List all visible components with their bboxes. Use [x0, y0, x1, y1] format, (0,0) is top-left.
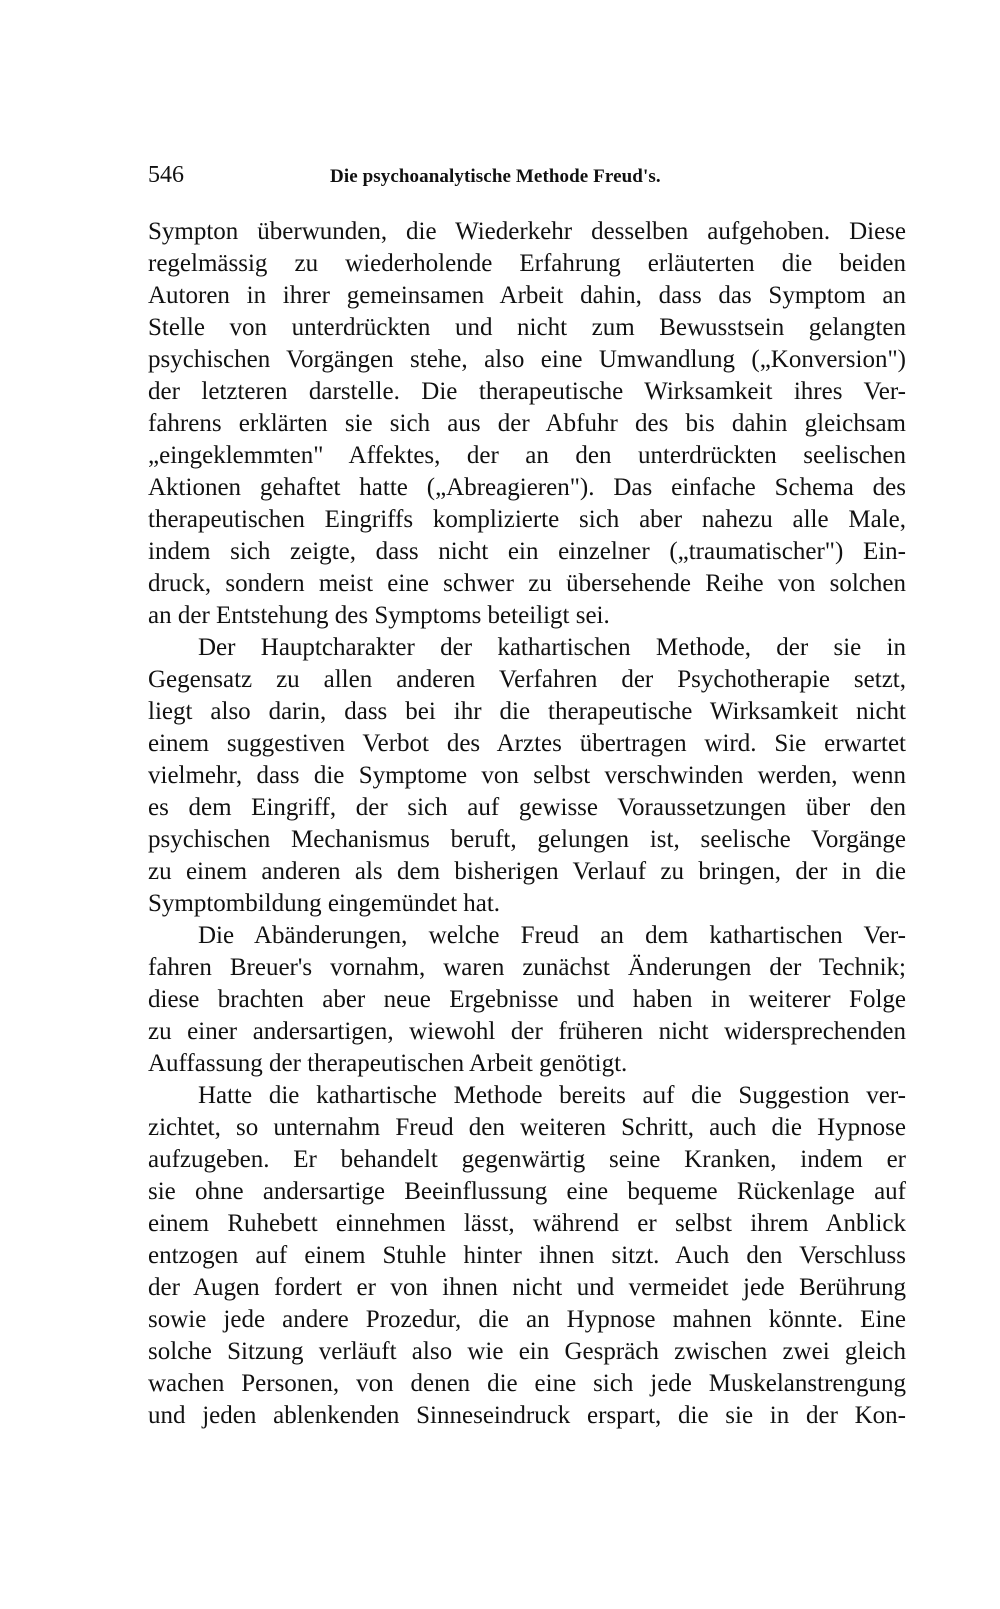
text-line: entzogen auf einem Stuhle hinter ihnen sitzt. Auch den Verschluss	[148, 1242, 906, 1269]
text-line: Sympton überwunden, die Wiederkehr desselben aufgehoben. Diese	[148, 218, 906, 245]
text-line: wachen Personen, von denen die eine sich jede Muskelanstrengung	[148, 1370, 906, 1397]
text-line: Stelle von unterdrückten und nicht zum Bewusstsein gelangten	[148, 314, 906, 341]
text-line: fahren Breuer's vornahm, waren zunächst Änderungen der Technik;	[148, 954, 906, 981]
text-line: aufzugeben. Er behandelt gegenwärtig seine Kranken, indem er	[148, 1146, 906, 1173]
running-title: Die psychoanalytische Methode Freud's.	[330, 166, 661, 187]
page-header	[148, 160, 906, 196]
text-line: regelmässig zu wiederholende Erfahrung erläuterten die beiden	[148, 250, 906, 277]
text-line: Der Hauptcharakter der kathartischen Methode, der sie in	[198, 634, 906, 661]
text-line: Symptombildung eingemündet hat.	[148, 890, 501, 917]
text-line: indem sich zeigte, dass nicht ein einzelner („traumatischer") Ein-	[148, 538, 906, 565]
text-line: „eingeklemmten" Affektes, der an den unterdrückten seelischen	[148, 442, 906, 469]
text-line: sie ohne andersartige Beeinflussung eine bequeme Rückenlage auf	[148, 1178, 906, 1205]
book-page	[148, 160, 906, 1429]
text-line: fahrens erklärten sie sich aus der Abfuhr des bis dahin gleichsam	[148, 410, 906, 437]
page-number: 546	[148, 162, 184, 188]
text-line: Auffassung der therapeutischen Arbeit genötigt.	[148, 1050, 628, 1077]
text-line: druck, sondern meist eine schwer zu übersehende Reihe von solchen	[148, 570, 906, 597]
text-line: einem suggestiven Verbot des Arztes übertragen wird. Sie erwartet	[148, 730, 906, 757]
text-line: diese brachten aber neue Ergebnisse und haben in weiterer Folge	[148, 986, 906, 1013]
text-line: an der Entstehung des Symptoms beteiligt sei.	[148, 602, 610, 629]
text-line: der Augen fordert er von ihnen nicht und vermeidet jede Berührung	[148, 1274, 906, 1301]
text-line: zu einer andersartigen, wiewohl der früheren nicht widersprechenden	[148, 1018, 906, 1045]
text-line: der letzteren darstelle. Die therapeutische Wirksamkeit ihres Ver-	[148, 378, 906, 405]
text-line: und jeden ablenkenden Sinneseindruck erspart, die sie in der Kon-	[148, 1402, 906, 1429]
body-text	[148, 216, 906, 1432]
text-line: Gegensatz zu allen anderen Verfahren der Psychotherapie setzt,	[148, 666, 906, 693]
text-line: solche Sitzung verläuft also wie ein Gespräch zwischen zwei gleich	[148, 1338, 906, 1365]
text-line: therapeutischen Eingriffs komplizierte sich aber nahezu alle Male,	[148, 506, 906, 533]
text-line: psychischen Mechanismus beruft, gelungen ist, seelische Vorgänge	[148, 826, 906, 853]
text-line: zu einem anderen als dem bisherigen Verlauf zu bringen, der in die	[148, 858, 906, 885]
text-line: einem Ruhebett einnehmen lässt, während er selbst ihrem Anblick	[148, 1210, 906, 1237]
text-line: es dem Eingriff, der sich auf gewisse Voraussetzungen über den	[148, 794, 906, 821]
text-line: liegt also darin, dass bei ihr die therapeutische Wirksamkeit nicht	[148, 698, 906, 725]
text-line: Autoren in ihrer gemeinsamen Arbeit dahin, dass das Symptom an	[148, 282, 906, 309]
text-line: Aktionen gehaftet hatte („Abreagieren"). Das einfache Schema des	[148, 474, 906, 501]
text-line: Die Abänderungen, welche Freud an dem kathartischen Ver-	[198, 922, 906, 949]
text-line: vielmehr, dass die Symptome von selbst verschwinden werden, wenn	[148, 762, 906, 789]
text-line: sowie jede andere Prozedur, die an Hypnose mahnen könnte. Eine	[148, 1306, 906, 1333]
text-line: Hatte die kathartische Methode bereits auf die Suggestion ver-	[198, 1082, 906, 1109]
text-line: zichtet, so unternahm Freud den weiteren Schritt, auch die Hypnose	[148, 1114, 906, 1141]
text-line: psychischen Vorgängen stehe, also eine Umwandlung („Konversion")	[148, 346, 906, 373]
